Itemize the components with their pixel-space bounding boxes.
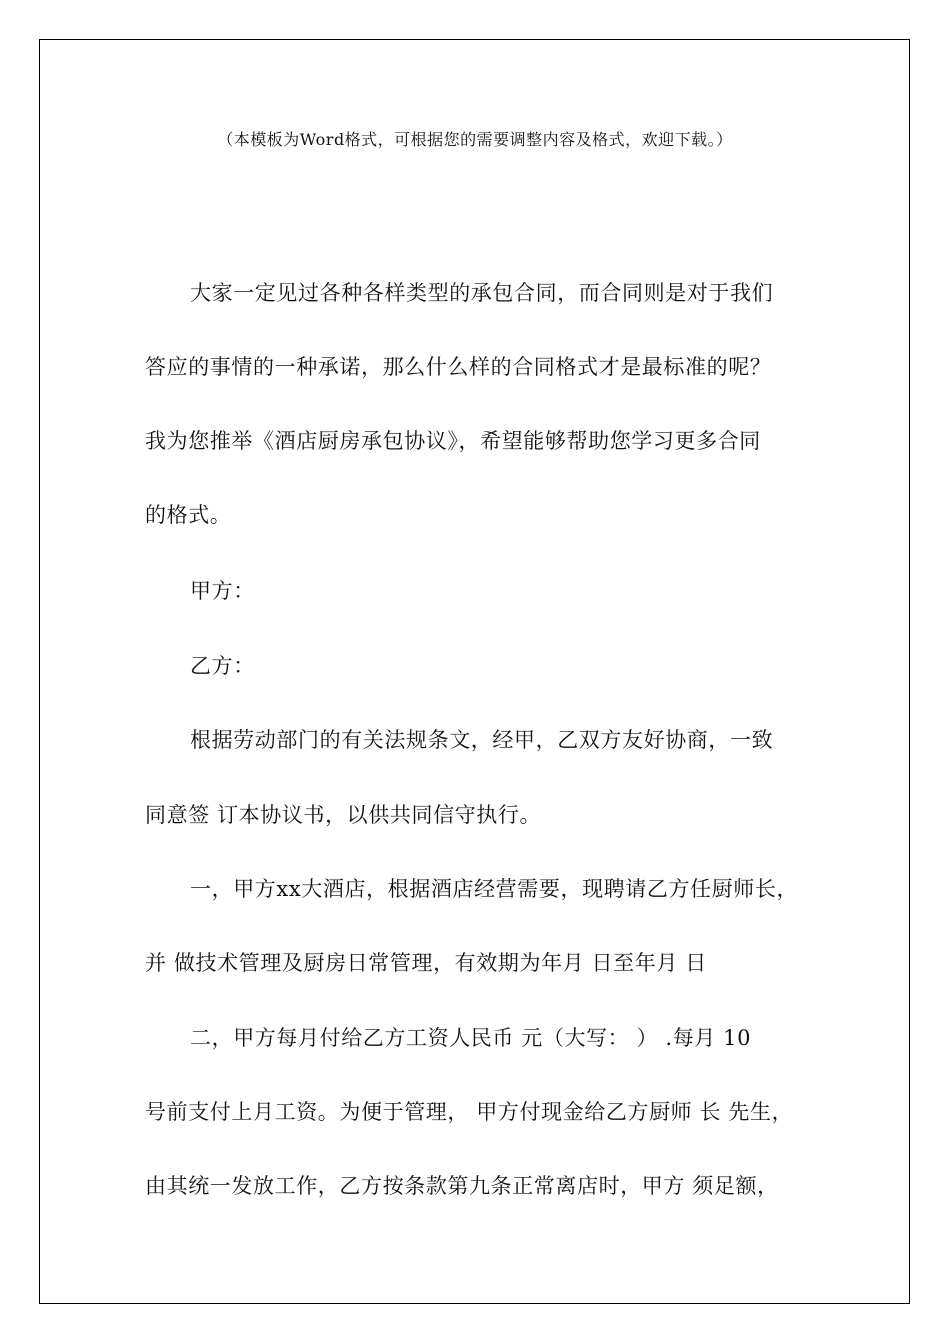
template-note: （本模板为Word格式，可根据您的需要调整内容及格式，欢迎下载。） — [217, 130, 733, 149]
clause-2-line-1: 二，甲方每月付给乙方工资人民币 元（大写： ） .每月 10 — [190, 1026, 752, 1050]
party-a-label: 甲方： — [190, 579, 255, 603]
clause-1-line-1: 一，甲方xx大酒店，根据酒店经营需要，现聘请乙方任厨师长， — [190, 877, 799, 901]
intro-paragraph-line-1: 大家一定见过各种各样类型的承包合同，而合同则是对于我们 — [190, 281, 774, 305]
clause-1-line-2: 并 做技术管理及厨房日常管理，有效期为年月 日至年月 日 — [145, 951, 707, 975]
preamble-line-1: 根据劳动部门的有关法规条文，经甲，乙双方友好协商，一致 — [190, 728, 774, 752]
clause-2-line-2: 号前支付上月工资。为便于管理， 甲方付现金给乙方厨师 长 先生， — [145, 1100, 794, 1124]
intro-paragraph-line-2: 答应的事情的一种承诺，那么什么样的合同格式才是最标准的呢？ — [145, 355, 772, 379]
intro-paragraph-line-4: 的格式。 — [145, 503, 232, 527]
clause-2-line-3: 由其统一发放工作，乙方按条款第九条正常离店时，甲方 须足额， — [145, 1174, 779, 1198]
intro-paragraph-line-3: 我为您推举《酒店厨房承包协议》，希望能够帮助您学习更多合同 — [145, 429, 761, 453]
party-b-label: 乙方： — [190, 654, 255, 678]
preamble-line-2: 同意签 订本协议书，以供共同信守执行。 — [145, 803, 542, 827]
